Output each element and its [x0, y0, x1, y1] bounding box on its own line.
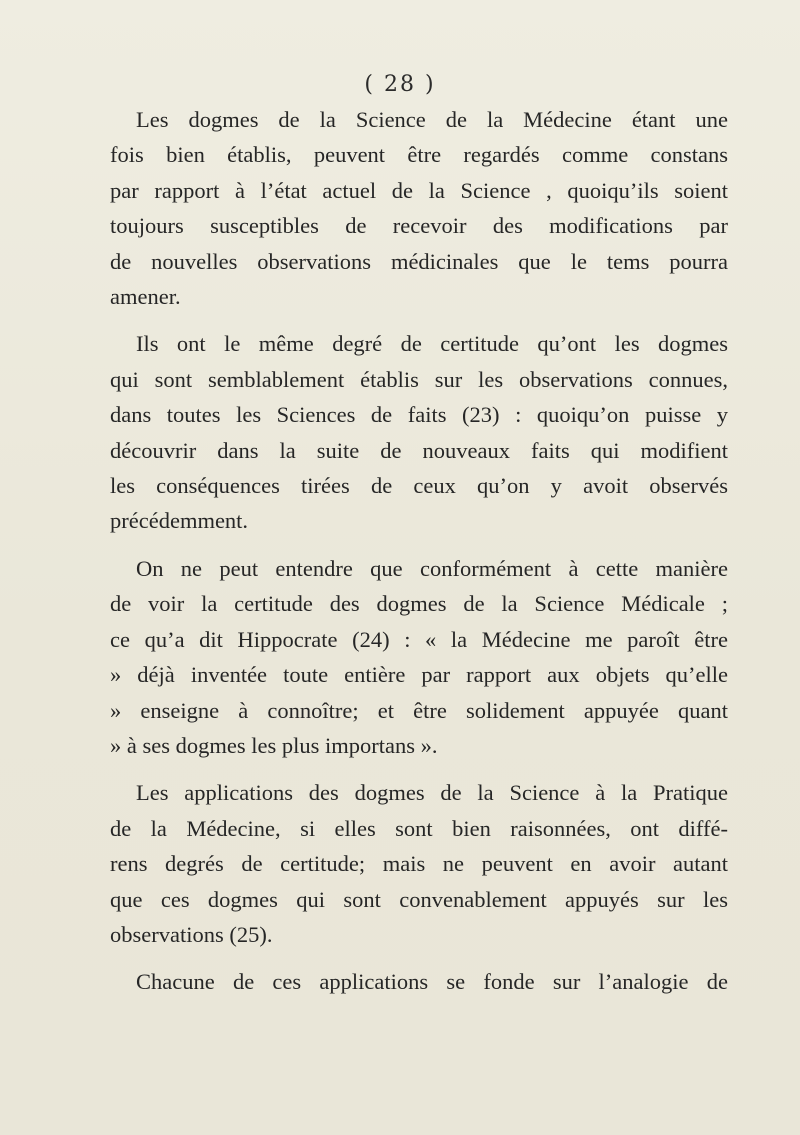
- text-line: de voir la certitude des dogmes de la Science Médicale ;: [110, 591, 728, 617]
- text-line: » déjà inventée toute entière par rapport aux objets qu’elle: [110, 662, 728, 688]
- text-line: » enseigne à connoître; et être solidement appuyée quant: [110, 697, 728, 723]
- text-line: Chacune de ces applications se fonde sur l’analogie de: [136, 969, 728, 995]
- page-number: ( 28 ): [364, 72, 436, 97]
- text-line: amener.: [110, 284, 181, 310]
- text-line: Les applications des dogmes de la Science à la Pratique: [136, 780, 728, 806]
- text-line: fois bien établis, peuvent être regardés comme constans: [110, 142, 728, 168]
- text-line: observations (25).: [110, 921, 273, 947]
- text-line: dans toutes les Sciences de faits (23) : quoiqu’on puisse y: [110, 402, 728, 428]
- text-line: On ne peut entendre que conformément à cette manière: [136, 555, 728, 581]
- paragraph: [110, 326, 728, 538]
- text-line: qui sont semblablement établis sur les observations connues,: [110, 366, 728, 392]
- text-line: » à ses dogmes les plus importans ».: [110, 732, 438, 758]
- text-line: rens degrés de certitude; mais ne peuvent en avoir autant: [110, 851, 728, 877]
- text-line: ce qu’a dit Hippocrate (24) : « la Médecine me paroît être: [110, 626, 728, 652]
- body-text: [110, 102, 728, 1012]
- paragraph: [110, 551, 728, 763]
- text-line: découvrir dans la suite de nouveaux faits qui modifient: [110, 437, 728, 463]
- text-line: toujours susceptibles de recevoir des modifications par: [110, 213, 728, 239]
- text-line: par rapport à l’état actuel de la Science , quoiqu’ils soient: [110, 177, 728, 203]
- text-line: que ces dogmes qui sont convenablement appuyés sur les: [110, 886, 728, 912]
- text-line: de la Médecine, si elles sont bien raisonnées, ont diffé-: [110, 815, 728, 841]
- text-line: Ils ont le même degré de certitude qu’ont les dogmes: [136, 331, 728, 357]
- text-line: les conséquences tirées de ceux qu’on y avoit observés: [110, 473, 728, 499]
- paragraph: [110, 775, 728, 952]
- paragraph: [110, 102, 728, 314]
- text-line: précédemment.: [110, 508, 249, 534]
- text-line: Les dogmes de la Science de la Médecine étant une: [136, 107, 728, 132]
- text-line: de nouvelles observations médicinales que le tems pourra: [110, 248, 728, 274]
- paragraph: [110, 964, 728, 999]
